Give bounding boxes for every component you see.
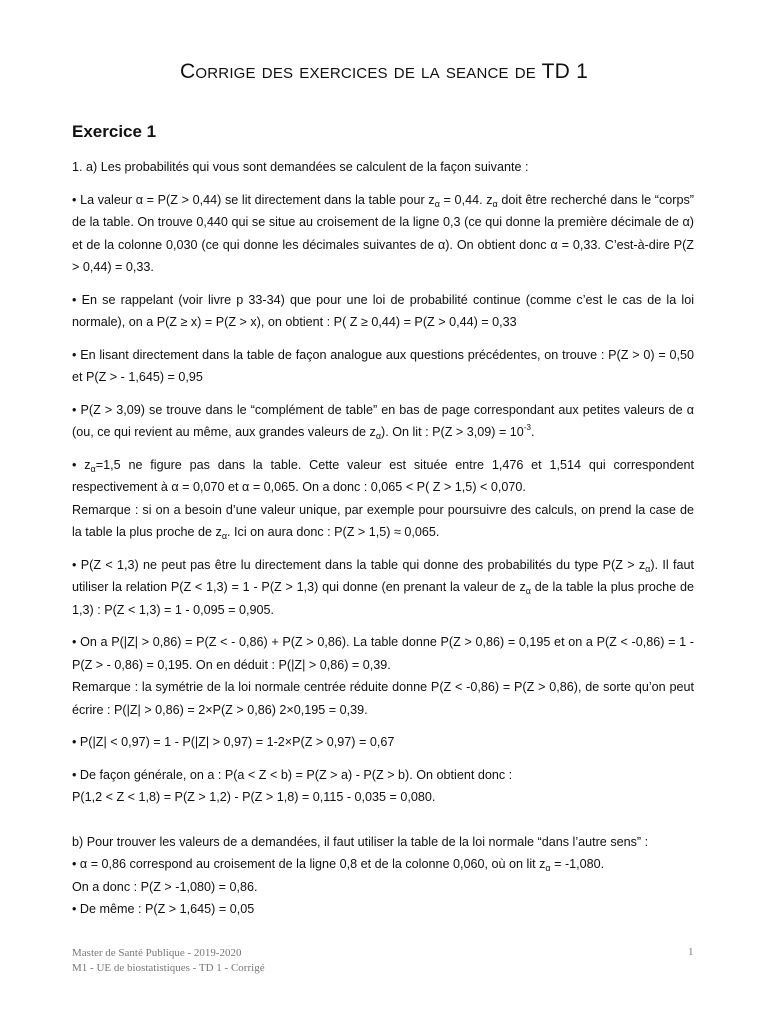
subscript: α: [545, 863, 551, 873]
subscript: α: [434, 198, 440, 209]
text-segment: . Ici on aura donc : P(Z > 1,5) ≈ 0,065.: [227, 525, 440, 539]
text-segment: • P(Z < 1,3) ne peut pas être lu directement dans la table qui donne des probabilités du type P(Z > z: [72, 557, 646, 572]
text-segment: • z: [72, 457, 91, 472]
subscript: α: [645, 563, 651, 574]
paragraph-continuous: [72, 289, 694, 334]
page-footer: [72, 946, 694, 976]
paragraph-alpha-044: [72, 189, 694, 279]
subscript: α: [375, 431, 382, 441]
text-segment: • La valeur α = P(Z > 0,44) se lit directement dans la table pour z: [72, 192, 435, 207]
text-segment: • P(Z > 3,09) se trouve dans le “complément de table” en bas de page correspondant aux petites valeurs de α (ou, ce qui revient au même, aux grandes valeurs de z: [72, 402, 694, 439]
paragraph-z15: [72, 454, 694, 499]
text-segment: de la table la plus proche de 1,3) : P(Z < 1,3) = 1 - 0,095 = 0,905.: [72, 580, 694, 617]
paragraph-part-b-alpha: [72, 853, 694, 876]
subscript: α: [90, 463, 96, 474]
paragraph-abs-097: [72, 731, 694, 754]
footer-line-course: M1 - UE de biostatistiques - TD 1 - Corrigé: [72, 962, 265, 974]
text-segment: = 0,44. z: [439, 192, 493, 207]
text-segment: On a donc : P(Z > -1,080) = 0,86.: [72, 879, 258, 894]
text-segment: • De façon générale, on a : P(a < Z < b) = P(Z > a) - P(Z > b). On obtient donc :: [72, 767, 513, 782]
document-body: [72, 156, 694, 921]
paragraph-z13: [72, 554, 694, 622]
text-segment: P(1,2 < Z < 1,8) = P(Z > 1,2) - P(Z > 1,8) = 0,115 - 0,035 = 0,080.: [72, 790, 436, 804]
intro-text: 1. a) Les probabilités qui vous sont demandées se calculent de la façon suivante :: [72, 160, 529, 174]
text-segment: • De même : P(Z > 1,645) = 0,05: [72, 902, 255, 916]
text-segment: ). Il faut utiliser la relation P(Z < 1,3) = 1 - P(Z > 1,3) qui donne (en prenant la valeur de z: [72, 557, 694, 594]
text-segment: • En se rappelant (voir livre p 33-34) que pour une loi de probabilité continue (comme c’est le cas de la loi normale), on a P(Z ≥ x) = P(Z > x), on obtient : P( Z ≥ 0,44) = P(Z > 0,44) = 0,33: [72, 292, 694, 329]
text-segment: doit être recherché dans le “corps” de la table. On trouve 0,440 qui se situe au croisement de la ligne 0,3 (ce qui donne la première décimale de α) et de la colonne 0,030 (ce qui donne les décimales suivantes de α). On obtient donc α = 0,33. C’est-à-dire P(Z > 0,44) = 0,33.: [72, 192, 694, 274]
text-segment: • P(|Z| < 0,97) = 1 - P(|Z| > 0,97) = 1-2×P(Z > 0,97) = 0,67: [72, 735, 395, 749]
paragraph-part-b: [72, 831, 694, 854]
text-segment: ). On lit : P(Z > 3,09) = 10: [381, 425, 524, 439]
subscript: α: [221, 531, 228, 541]
paragraph-direct-read: [72, 344, 694, 389]
paragraph-part-b-same: [72, 898, 694, 921]
text-segment: b) Pour trouver les valeurs de a demandées, il faut utiliser la table de la loi normale “dans l’autre sens” :: [72, 834, 649, 849]
paragraph-general-result: [72, 786, 694, 809]
text-segment: .: [530, 425, 535, 439]
text-segment: = -1,080.: [550, 857, 605, 871]
subscript: α: [525, 586, 531, 596]
footer-line-program: Master de Santé Publique - 2019-2020: [72, 947, 242, 959]
paragraph-abs-086: [72, 631, 694, 676]
text-segment: Remarque : si on a besoin d’une valeur unique, par exemple pour poursuivre des calculs, on prend la case de la table la plus proche de z: [72, 502, 694, 539]
paragraph-general: [72, 764, 694, 787]
page-number: 1: [688, 946, 694, 958]
superscript: -3: [523, 423, 531, 432]
paragraph-part-b-result: [72, 876, 694, 899]
text-segment: =1,5 ne figure pas dans la table. Cette valeur est située entre 1,476 et 1,514 qui correspondent respectivement à α = 0,070 et α = 0,065. On a donc : 0,065 < P( Z > 1,5) < 0,070.: [72, 457, 694, 494]
page-title: Corrige des exercices de la seance de TD 1: [180, 60, 588, 83]
paragraph-abs-086-remark: [72, 676, 694, 721]
text-segment: • On a P(|Z| > 0,86) = P(Z < - 0,86) + P(Z > 0,86). La table donne P(Z > 0,86) = 0,195 et on a P(Z < -0,86) = 1 - P(Z > - 0,86) = 0,195. On en déduit : P(|Z| > 0,86) = 0,39.: [72, 635, 694, 672]
text-segment: Remarque : la symétrie de la loi normale centrée réduite donne P(Z < -0,86) = P(Z > 0,86), de sorte qu’on peut écrire : P(|Z| > 0,86) = 2×P(Z > 0,86) 2×0,195 = 0,39.: [72, 680, 694, 717]
paragraph-complement-table: [72, 399, 694, 444]
paragraph-z15-remark: [72, 499, 694, 544]
text-segment: • α = 0,86 correspond au croisement de la ligne 0,8 et de la colonne 0,060, où on lit z: [72, 857, 546, 871]
intro-paragraph: [72, 156, 694, 179]
subscript: α: [492, 198, 498, 209]
text-segment: • En lisant directement dans la table de façon analogue aux questions précédentes, on trouve : P(Z > 0) = 0,50 et P(Z > - 1,645) = 0,95: [72, 347, 694, 384]
exercise-heading: Exercice 1: [72, 122, 157, 141]
